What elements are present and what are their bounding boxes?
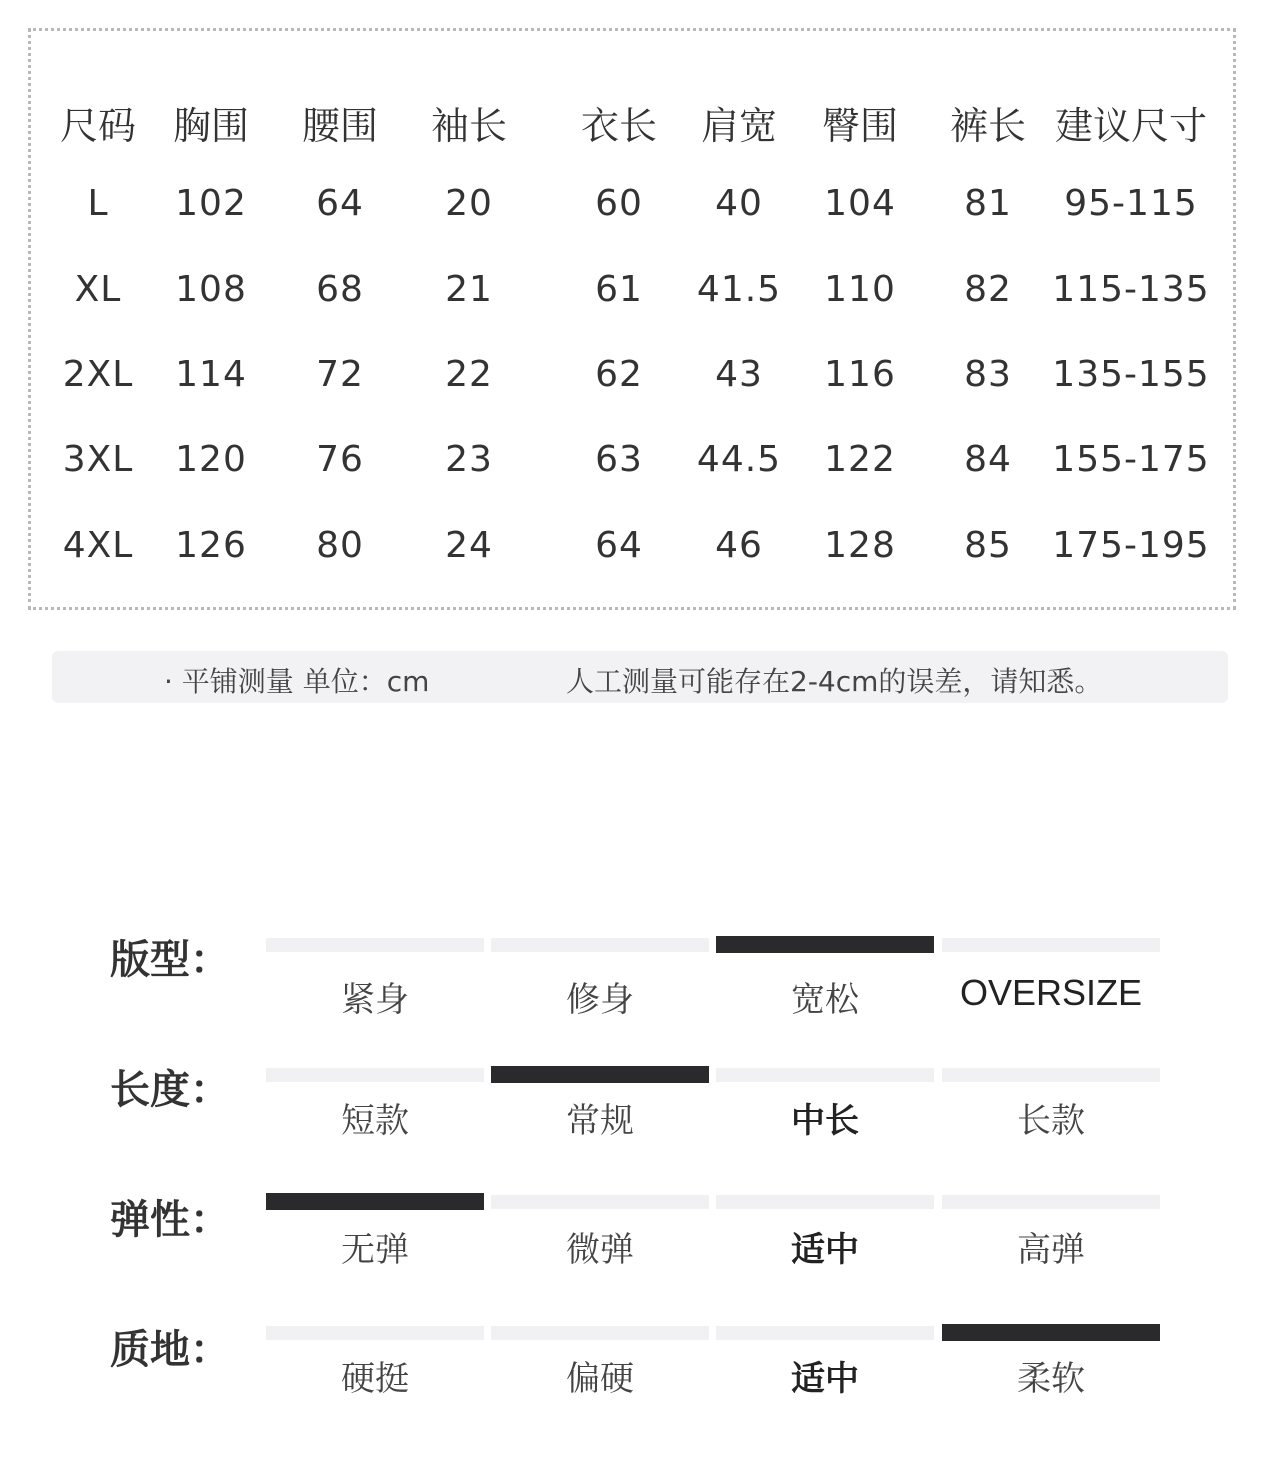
size-label-cell: L (87, 183, 109, 224)
table-cell: 68 (316, 269, 364, 310)
table-cell: 41.5 (696, 269, 782, 310)
table-cell: 46 (715, 525, 763, 566)
scale-option-label: 硬挺 (341, 1359, 409, 1399)
attribute-label: 版型： (110, 937, 230, 983)
header-cell: 建议尺寸 (1054, 104, 1208, 148)
scale-option-label: 适中 (791, 1359, 859, 1399)
size-chart-box (28, 28, 1236, 610)
scale-segment (716, 1068, 934, 1082)
header-cell: 胸围 (172, 104, 250, 148)
table-cell: 20 (445, 183, 493, 224)
header-cell: 腰围 (301, 104, 379, 148)
table-cell: 61 (595, 269, 643, 310)
scale-segment (942, 938, 1160, 952)
table-cell: 43 (715, 354, 763, 395)
size-label-cell: XL (74, 269, 122, 310)
table-cell: 122 (824, 439, 896, 480)
table-cell: 104 (824, 183, 896, 224)
scale-option-label: 无弹 (341, 1230, 409, 1270)
table-cell: 76 (316, 439, 364, 480)
table-cell: 21 (445, 269, 493, 310)
header-cell: 尺码 (59, 104, 137, 148)
header-cell: 袖长 (430, 104, 508, 148)
table-cell: 135-155 (1052, 354, 1210, 395)
scale-option-label: 长款 (1017, 1101, 1085, 1141)
table-cell: 175-195 (1052, 525, 1210, 566)
attribute-label: 质地： (110, 1327, 230, 1373)
scale-option-label: 修身 (566, 980, 634, 1020)
table-cell: 60 (595, 183, 643, 224)
size-label-cell: 3XL (62, 439, 134, 480)
measurement-note (52, 651, 1228, 703)
table-cell: 83 (964, 354, 1012, 395)
note-error-disclaimer: 人工测量可能存在2-4cm的误差，请知悉。 (566, 665, 1103, 698)
scale-segment (491, 1195, 709, 1209)
scale-segment (491, 938, 709, 952)
size-label-cell: 4XL (62, 525, 134, 566)
scale-segment (716, 1195, 934, 1209)
table-cell: 72 (316, 354, 364, 395)
scale-segment-selected (491, 1066, 709, 1083)
table-cell: 115-135 (1052, 269, 1210, 310)
attribute-label: 长度： (110, 1067, 230, 1113)
scale-segment (266, 938, 484, 952)
table-cell: 23 (445, 439, 493, 480)
note-unit: · 平铺测量 单位：cm (164, 665, 430, 698)
table-cell: 95-115 (1064, 183, 1198, 224)
table-cell: 63 (595, 439, 643, 480)
scale-option-label: 柔软 (1017, 1359, 1085, 1399)
scale-segment (942, 1195, 1160, 1209)
scale-option-label: 微弹 (566, 1230, 634, 1270)
table-cell: 120 (175, 439, 247, 480)
table-cell: 128 (824, 525, 896, 566)
size-label-cell: 2XL (62, 354, 134, 395)
table-cell: 84 (964, 439, 1012, 480)
scale-option-label: 中长 (791, 1101, 859, 1141)
header-cell: 臀围 (821, 104, 899, 148)
scale-segment-selected (942, 1324, 1160, 1341)
scale-segment (266, 1068, 484, 1082)
scale-segment-selected (716, 936, 934, 953)
scale-option-label: 宽松 (791, 980, 859, 1020)
table-cell: 116 (824, 354, 896, 395)
table-cell: 40 (715, 183, 763, 224)
scale-option-label: 偏硬 (566, 1359, 634, 1399)
scale-segment (491, 1326, 709, 1340)
header-cell: 肩宽 (700, 104, 778, 148)
table-cell: 62 (595, 354, 643, 395)
table-cell: 114 (175, 354, 247, 395)
table-cell: 110 (824, 269, 896, 310)
scale-option-label: 高弹 (1017, 1230, 1085, 1270)
table-cell: 44.5 (696, 439, 782, 480)
scale-option-label: 紧身 (341, 980, 409, 1020)
table-cell: 81 (964, 183, 1012, 224)
table-cell: 85 (964, 525, 1012, 566)
scale-option-label: 短款 (341, 1101, 409, 1141)
attribute-label: 弹性： (110, 1197, 230, 1243)
header-cell: 裤长 (949, 104, 1027, 148)
table-cell: 64 (595, 525, 643, 566)
scale-segment-selected (266, 1193, 484, 1210)
table-cell: 126 (175, 525, 247, 566)
table-cell: 24 (445, 525, 493, 566)
scale-option-label: 常规 (566, 1101, 634, 1141)
table-cell: 22 (445, 354, 493, 395)
table-cell: 108 (175, 269, 247, 310)
table-cell: 82 (964, 269, 1012, 310)
scale-option-label: OVERSIZE (959, 972, 1143, 1013)
table-cell: 102 (175, 183, 247, 224)
scale-segment (266, 1326, 484, 1340)
size-table (31, 31, 1233, 607)
table-cell: 80 (316, 525, 364, 566)
header-cell: 衣长 (580, 104, 658, 148)
table-cell: 155-175 (1052, 439, 1210, 480)
table-cell: 64 (316, 183, 364, 224)
scale-option-label: 适中 (791, 1230, 859, 1270)
scale-segment (716, 1326, 934, 1340)
scale-segment (942, 1068, 1160, 1082)
